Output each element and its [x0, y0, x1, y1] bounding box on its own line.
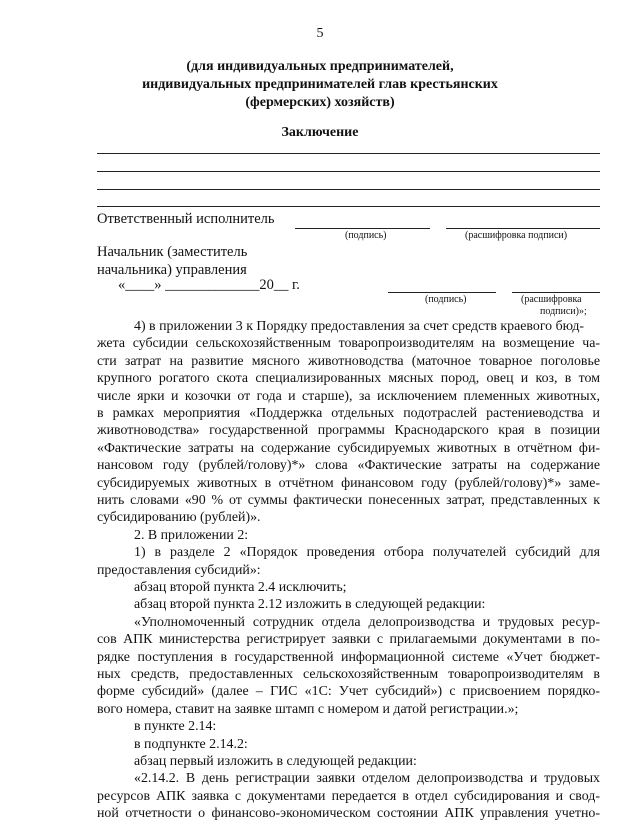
body-line-21: ных средств, предоставленных сельскохозяйственным товаропроизводителям в — [97, 667, 600, 682]
page-number: 5 — [316, 26, 324, 41]
head-label-line-2: начальника) управления — [97, 262, 247, 278]
body-line-14: 1) в разделе 2 «Порядок проведения отбора получателей субсидий для — [134, 545, 600, 561]
body-line-3: сти затрат на развитие мясного животноводства (маточное товарное поголовье — [97, 353, 600, 369]
header-line-3: (фермерских) хозяйств) — [245, 95, 395, 110]
decoding-caption: (расшифровка подписи) — [465, 230, 568, 241]
header-line-1: (для индивидуальных предпринимателей, — [186, 59, 454, 74]
executor-decoding-line — [446, 228, 600, 229]
body-line-26: абзац первый изложить в следующей редакции: — [134, 754, 417, 769]
body-line-2: жета субсидии сельскохозяйственным товаропроизводителям на возмещение ча- — [97, 336, 600, 352]
body-line-20: рядке поступления в государственной информационной системе «Учет бюджет- — [97, 649, 600, 665]
body-line-4: крупного рогатого скота специализированных мясных пород, овец и коз, в том — [97, 371, 600, 387]
blank-line-4 — [97, 206, 600, 207]
blank-line-3 — [97, 189, 600, 190]
decoding-caption-2-line-2: подписи)»; — [540, 306, 587, 317]
head-label-line-1: Начальник (заместитель — [97, 244, 248, 260]
body-line-9: нансовом году (рублей/голову)*» слова «Фактические затраты на содержание — [97, 458, 600, 474]
body-line-16: абзац второй пункта 2.4 исключить; — [134, 580, 347, 595]
body-line-27: «2.14.2. В день регистрации заявки отделом делопроизводства и трудовых — [134, 771, 600, 787]
signature-caption: (подпись) — [345, 230, 387, 241]
body-line-29: ной отчетности о финансово-экономическом состоянии АПК управления учетно- — [97, 806, 600, 822]
body-line-19: сов АПК министерства регистрирует заявки с прилагаемыми документами в по- — [97, 632, 600, 648]
body-line-24: в пункте 2.14: — [134, 719, 217, 735]
body-line-18: «Уполномоченный сотрудник отдела делопроизводства и трудовых ресур- — [134, 614, 600, 630]
header-line-2: индивидуальных предпринимателей глав крестьянских — [142, 77, 498, 92]
blank-line-2 — [97, 171, 600, 172]
body-line-12: субсидированию (рублей)». — [97, 510, 261, 526]
body-line-7: животноводства» государственной программы Краснодарского края в позиции — [97, 423, 600, 439]
executor-signature-line — [295, 228, 430, 229]
body-line-6: в рамках мероприятия «Поддержка отдельных подотраслей растениеводства и — [97, 406, 600, 421]
date-line: «____» _____________20__ г. — [118, 277, 300, 293]
body-line-25: в подпункте 2.14.2: — [134, 736, 248, 752]
body-line-5: числе ярки и козочки от года и старше), за исключением племенных животных, — [97, 388, 600, 404]
executor-label: Ответственный исполнитель — [97, 211, 275, 227]
body-line-1: 4) в приложении 3 к Порядку предоставления за счет средств краевого бюд- — [134, 319, 585, 334]
body-line-11: нить словами «90 % от суммы фактически понесенных затрат, представленных к — [97, 493, 600, 508]
body-line-13: 2. В приложении 2: — [134, 527, 249, 543]
body-line-15: предоставления субсидий»: — [97, 562, 261, 578]
head-signature-line — [388, 292, 496, 293]
blank-line-1 — [97, 153, 600, 154]
body-line-10: субсидируемых животных в отчётном финансовом году (рублей/голову)*» заме- — [97, 475, 600, 491]
body-line-17: абзац второй пункта 2.12 изложить в следующей редакции: — [134, 597, 486, 613]
decoding-caption-2-line-1: (расшифровка — [521, 294, 582, 305]
head-decoding-line — [512, 292, 600, 293]
body-line-28: ресурсов АПК заявка с документами передается в отдел субсидирования и свод- — [97, 788, 600, 804]
conclusion-title: Заключение — [281, 125, 359, 140]
body-line-22: форме субсидий» (далее – ГИС «1С: Учет субсидий») с присвоением порядко- — [97, 684, 600, 700]
body-line-23: вого номера, ставит на заявке штамп с номером и датой регистрации.»; — [97, 701, 519, 717]
signature-caption-2: (подпись) — [425, 294, 467, 305]
body-line-8: «Фактические затраты на содержание субсидируемых животных в отчётном фи- — [97, 440, 600, 456]
